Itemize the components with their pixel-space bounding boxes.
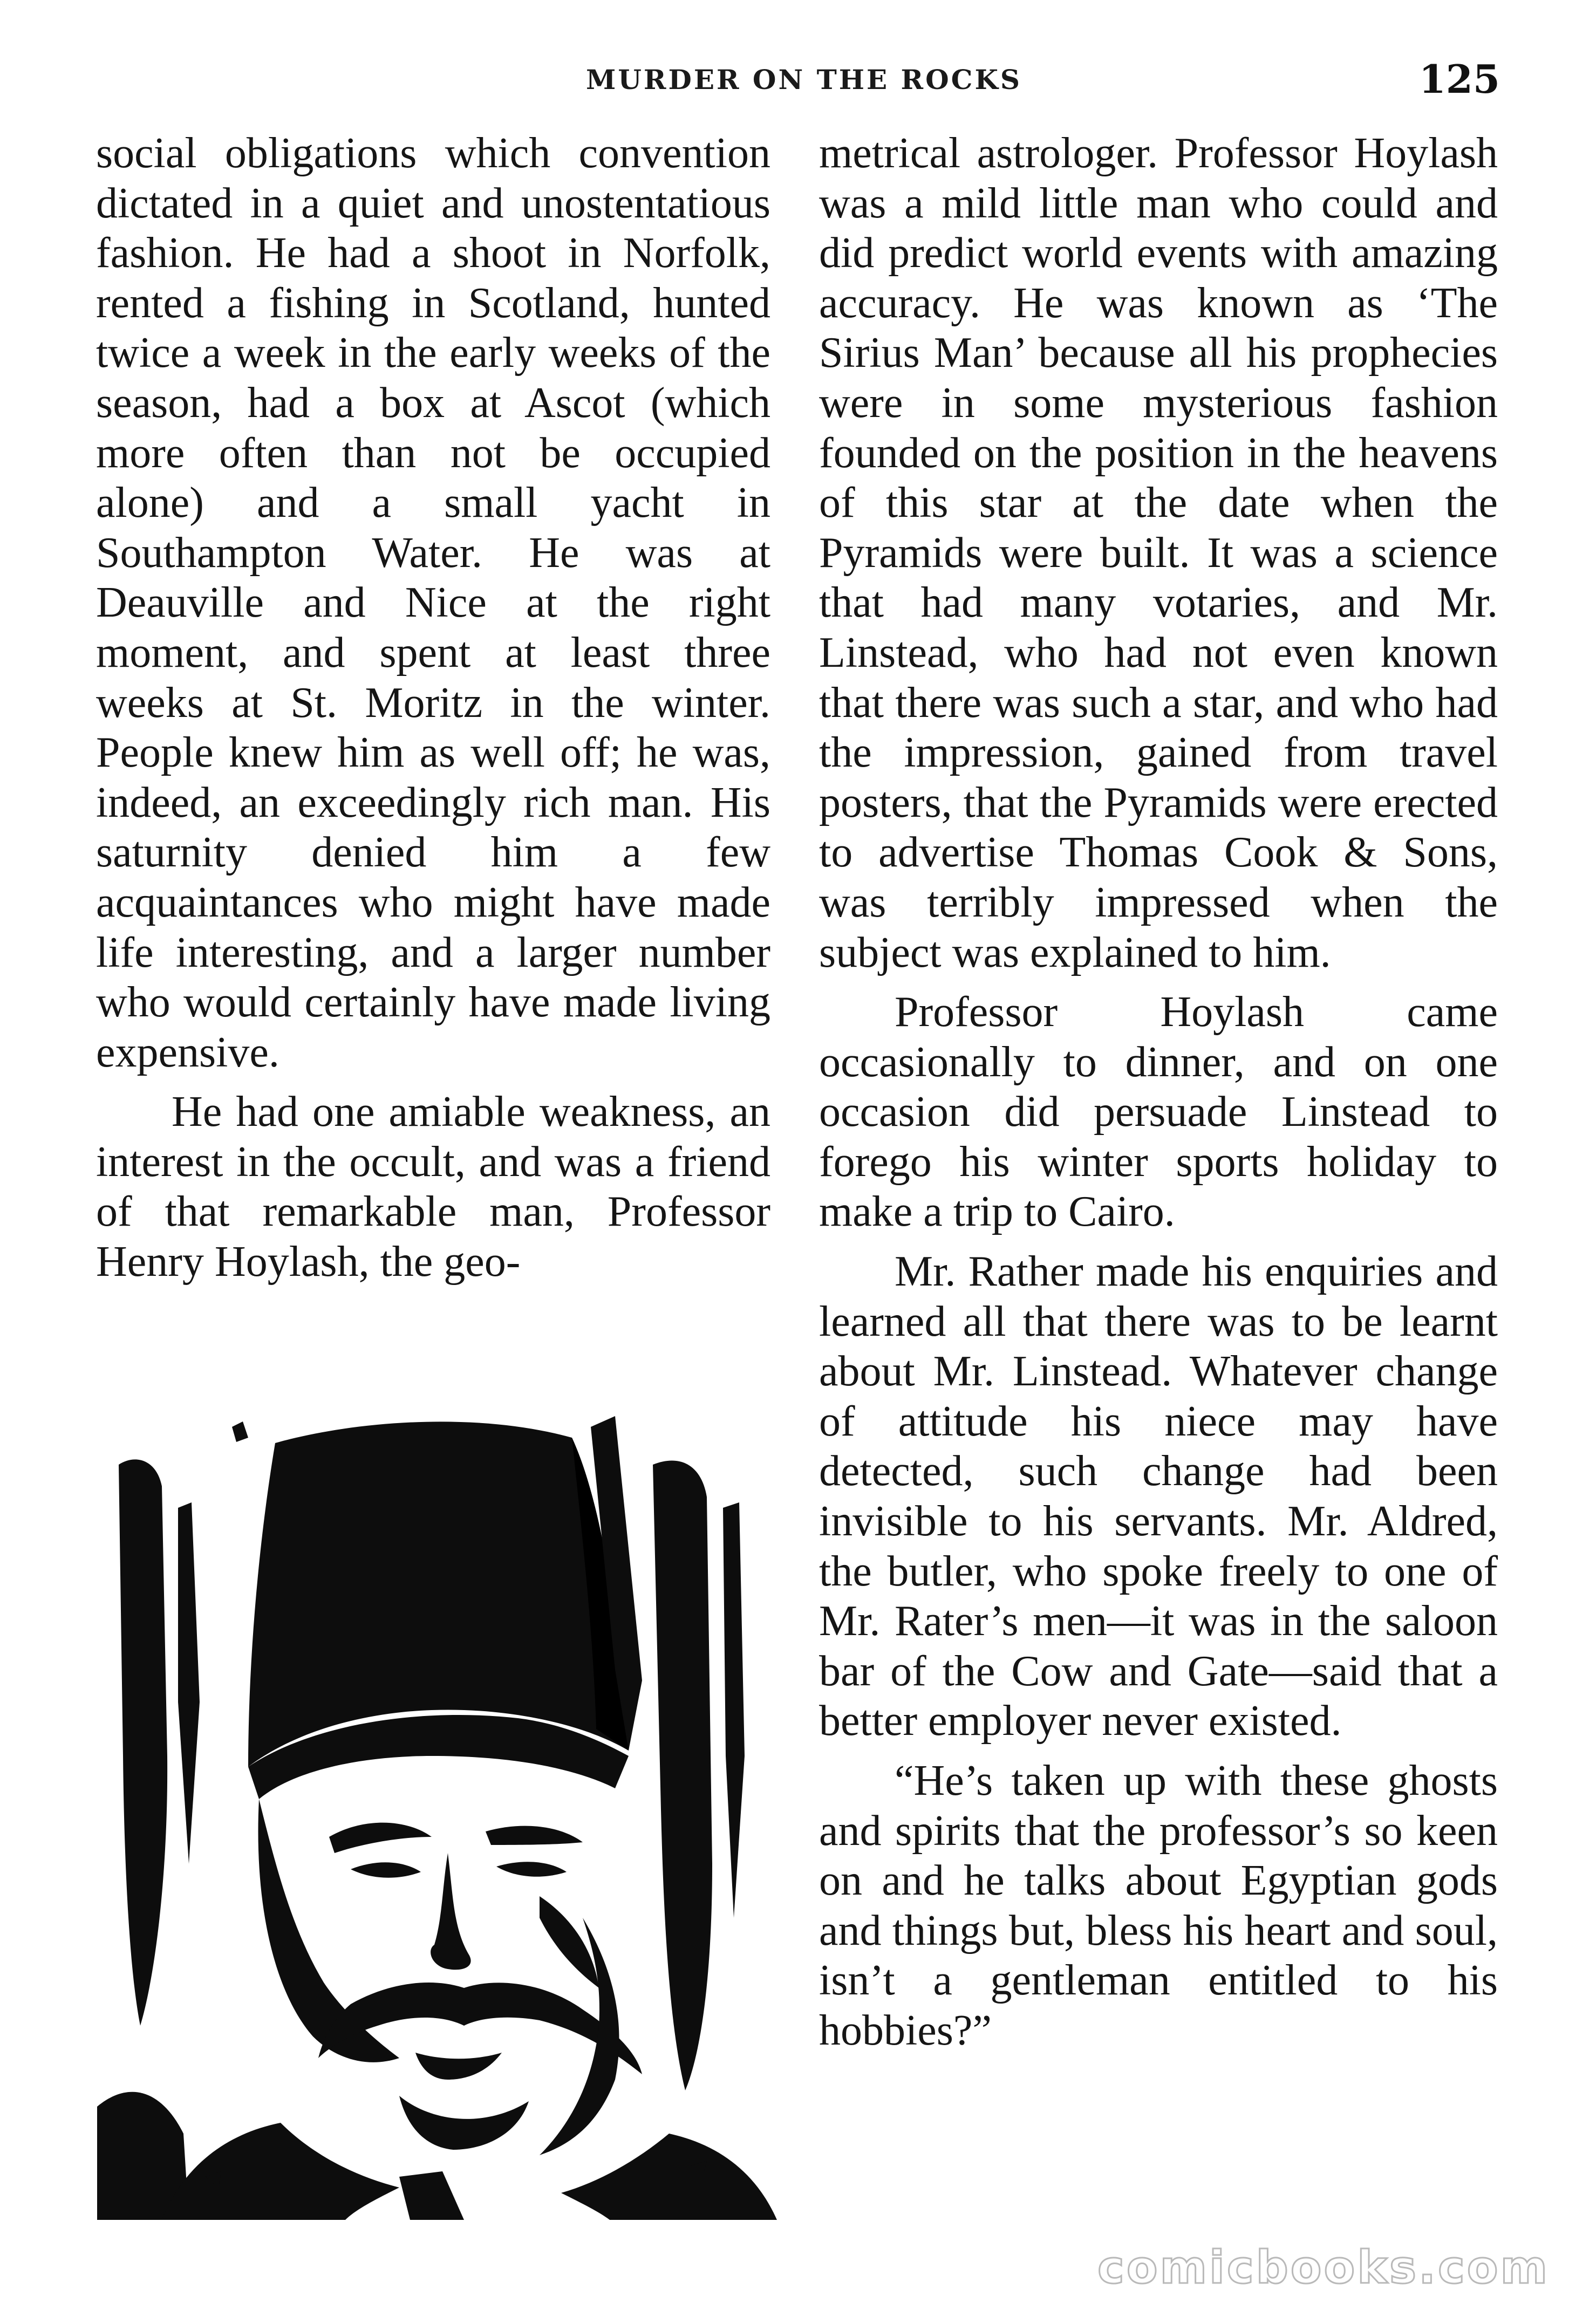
paragraph: Professor Hoylash came occasionally to dinner, and on one occasion did persuade Linstead to forego his winter sports holiday to make a trip to Cairo. bbox=[819, 988, 1498, 1236]
paragraph: social obligations which convention dictated in a quiet and unostentatious fashion. He had a shoot in Norfolk, rented a fishing in Scotland, hunted twice a week in the early weeks of the season, had a box at Ascot (which more often than not be occupied alone) and a small yacht in Southampton Water. He was at Deauville and Nice at the right moment, and spent at least three weeks at St. Moritz in the winter. People knew him as well off; he was, indeed, an exceedingly rich man. His saturnity denied him a few acquaintances who might have made life interesting, and a larger number who would certainly have made living expensive. bbox=[96, 129, 770, 1076]
right-text-column bbox=[819, 128, 1498, 2056]
running-title: MURDER ON THE ROCKS bbox=[585, 64, 1022, 95]
paragraph: Mr. Rather made his enquiries and learned all that there was to be learnt about Mr. Linstead. Whatever change of attitude his niece may have detected, such change had been invisible to his servants. Mr. Aldred, the butler, who spoke freely to one of Mr. Rater’s men—it was in the saloon bar of the Cow and Gate—said that a better employer never existed. bbox=[819, 1248, 1498, 1745]
page-number: 125 bbox=[1418, 56, 1500, 102]
left-text-column bbox=[96, 128, 770, 1287]
paragraph: “He’s taken up with these ghosts and spirits that the professor’s so keen on and he talks about Egyptian gods and things but, bless his heart and soul, isn’t a gentleman entitled to his hobbies?” bbox=[819, 1757, 1498, 2054]
watermark-text: comicbooks.com bbox=[1097, 2241, 1550, 2294]
paragraph: He had one amiable weakness, an interest in the occult, and was a friend of that remarkable man, Professor Henry Hoylash, the geo- bbox=[96, 1088, 770, 1286]
paragraph: metrical astrologer. Professor Hoylash was a mild little man who could and did predict world events with amazing accuracy. He was known as ‘The Sirius Man’ because all his prophecies were in some mysterious fashion founded on the position in the heavens of this star at the date when the Pyramids were built. It was a science that had many votaries, and Mr. Linstead, who had not even known that there was such a star, and who had the impression, gained from travel posters, that the Pyramids were erected to advertise Thomas Cook & Sons, was terribly impressed when the subject was explained to him. bbox=[819, 129, 1498, 976]
ink-portrait-illustration bbox=[97, 1378, 777, 2220]
